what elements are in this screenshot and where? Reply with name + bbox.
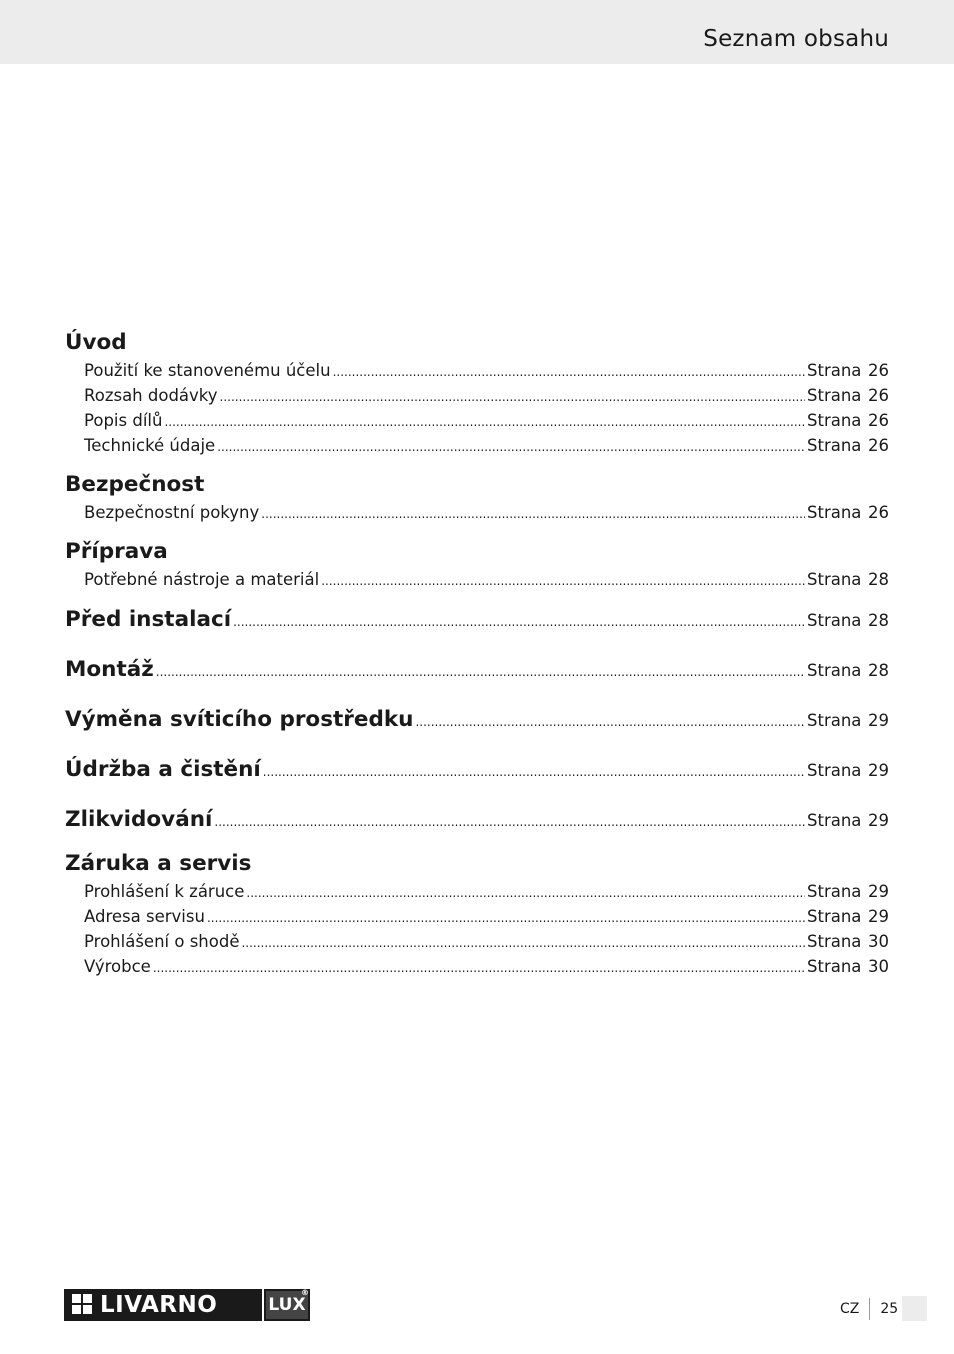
toc-entry-strana: Strana [807,611,862,630]
toc-entry-strana: Strana [807,811,862,830]
toc-entry[interactable] [65,433,889,458]
toc-entry-label: Výměna svíticího prostředku [65,707,414,732]
toc-entry-strana: Strana [807,711,862,730]
toc-entry-page: 26 [868,411,889,430]
toc-entry-label: Rozsah dodávky [84,386,218,405]
livarno-lux-logo [64,1289,310,1321]
dot-leader [217,435,805,460]
dot-leader [164,410,805,435]
toc-entry[interactable] [65,358,889,383]
toc-entry[interactable] [65,929,889,954]
toc-section-uvod [65,328,889,458]
page-number: 25 [880,1301,899,1317]
toc-main-entry[interactable] [65,805,889,835]
language-code: CZ [840,1301,860,1317]
toc-entry-label: Před instalací [65,607,232,632]
toc-entry-page: 29 [868,882,889,901]
toc-main-entry[interactable] [65,755,889,785]
dot-leader [263,757,805,787]
dot-leader [333,360,805,385]
toc-entry-strana: Strana [807,503,862,522]
toc-main-entry[interactable] [65,605,889,635]
logo-main-block [64,1289,262,1321]
toc-heading: Úvod [65,330,127,355]
dot-leader [241,931,805,956]
dot-leader [415,707,805,737]
logo-lux-block [264,1289,310,1321]
toc-entry-label: Technické údaje [84,436,216,455]
toc-entry-label: Výrobce [84,957,151,976]
toc-entry-label: Bezpečnostní pokyny [84,503,260,522]
toc-entry-strana: Strana [807,932,862,951]
toc-entry-page: 29 [868,907,889,926]
toc-entry-label: Popis dílů [84,411,163,430]
header-bar [0,0,954,64]
logo-squares-icon [72,1294,94,1316]
table-of-contents [65,328,889,991]
toc-entry-strana: Strana [807,361,862,380]
registered-mark: ® [301,1288,309,1297]
dot-leader [261,502,805,527]
toc-entry-page: 28 [868,570,889,589]
dot-leader [246,881,805,906]
toc-entry-label: Zlikvidování [65,807,213,832]
toc-entry-page: 29 [868,711,889,730]
toc-heading: Příprava [65,539,168,564]
toc-entry-label: Potřebné nástroje a materiál [84,570,320,589]
page-footer [840,1298,898,1320]
toc-entry-page: 28 [868,661,889,680]
toc-main-entry[interactable] [65,655,889,685]
toc-entry-strana: Strana [807,661,862,680]
toc-heading: Bezpečnost [65,472,205,497]
toc-entry[interactable] [65,383,889,408]
toc-section-priprava [65,537,889,592]
toc-entry-label: Prohlášení o shodě [84,932,240,951]
dot-leader [156,657,805,687]
toc-entry[interactable] [65,904,889,929]
toc-entry-label: Údržba a čistění [65,757,261,782]
toc-entry-label: Montáž [65,657,154,682]
dot-leader [321,569,805,594]
toc-entry-page: 26 [868,361,889,380]
dot-leader [153,956,805,981]
logo-text: LIVARNO [100,1292,218,1318]
toc-entry-label: Prohlášení k záruce [84,882,245,901]
toc-entry-strana: Strana [807,436,862,455]
dot-leader [233,607,805,637]
dot-leader [207,906,805,931]
toc-entry-page: 26 [868,503,889,522]
toc-entry-page: 26 [868,436,889,455]
toc-entry[interactable] [65,879,889,904]
toc-entry-page: 29 [868,811,889,830]
toc-entry-strana: Strana [807,907,862,926]
toc-entry-page: 30 [868,957,889,976]
logo-lux-text: LUX [268,1295,306,1315]
toc-entry-strana: Strana [807,411,862,430]
page-title: Seznam obsahu [703,26,889,52]
toc-entry-page: 30 [868,932,889,951]
dot-leader [220,385,805,410]
toc-entry-strana: Strana [807,761,862,780]
toc-entry-label: Adresa servisu [84,907,205,926]
toc-main-entry[interactable] [65,705,889,735]
toc-entry-strana: Strana [807,957,862,976]
toc-entry[interactable] [65,954,889,979]
toc-section-zaruka [65,849,889,979]
dot-leader [214,807,805,837]
footer-tab [902,1296,927,1321]
toc-entry[interactable] [65,408,889,433]
toc-entry-page: 29 [868,761,889,780]
toc-entry-strana: Strana [807,882,862,901]
toc-section-bezpecnost [65,470,889,525]
toc-entry-page: 28 [868,611,889,630]
toc-heading: Záruka a servis [65,851,252,876]
toc-entry-page: 26 [868,386,889,405]
footer-divider [869,1298,870,1320]
toc-entry[interactable] [65,500,889,525]
toc-entry[interactable] [65,567,889,592]
toc-entry-label: Použití ke stanovenému účelu [84,361,331,380]
toc-entry-strana: Strana [807,570,862,589]
toc-entry-strana: Strana [807,386,862,405]
